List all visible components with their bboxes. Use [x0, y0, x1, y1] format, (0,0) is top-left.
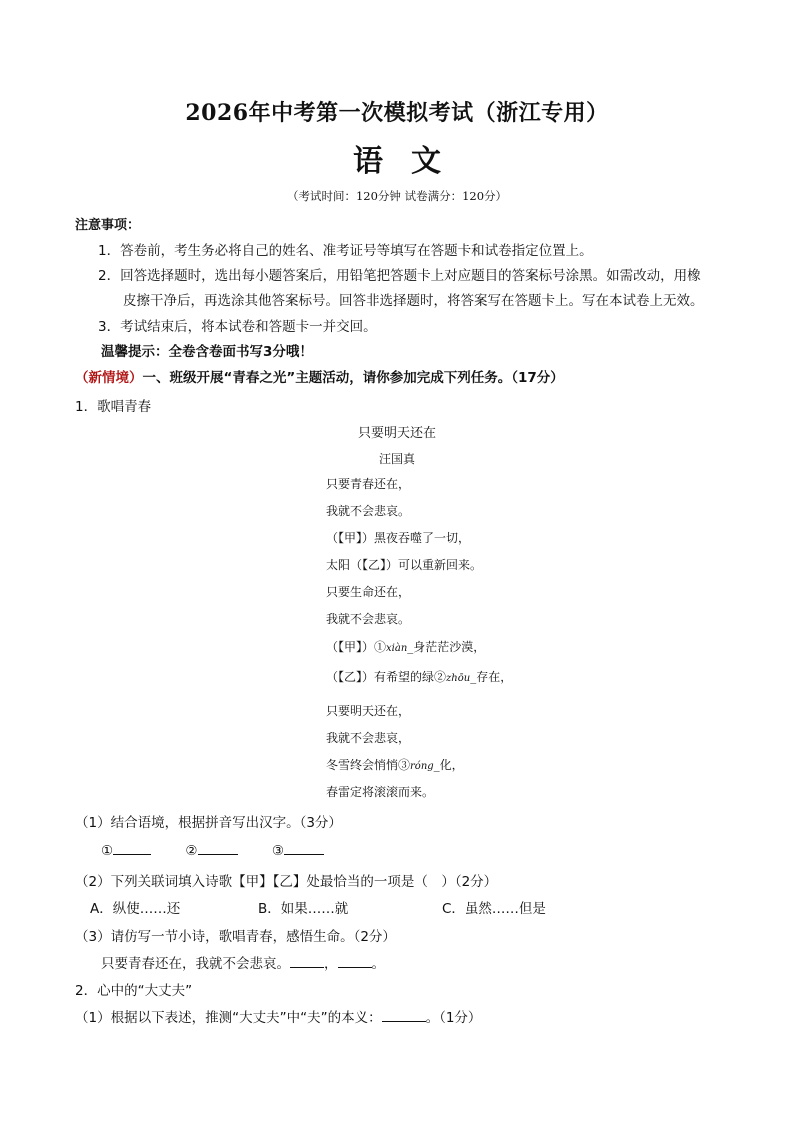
notice-item-3: 3．考试结束后，将本试卷和答题卡一并交回。	[98, 319, 377, 335]
imitation-blank-2[interactable]	[338, 953, 372, 968]
q1-sub3: （3）请仿写一节小诗，歌唱青春，感悟生命。（2分）	[75, 929, 396, 945]
question-1-heading: 1．歌唱青春	[75, 399, 152, 415]
new-context-tag: （新情境）	[75, 370, 143, 386]
q1-sub2: （2）下列关联词填入诗歌【甲】【乙】处最恰当的一项是（ ）（2分）	[75, 874, 498, 890]
poem-line: 只要生命还在，	[326, 585, 411, 599]
pinyin-zhou: zhōu	[446, 673, 471, 684]
exam-title: 2026年中考第一次模拟考试（浙江专用）	[185, 100, 609, 126]
poem-line: 太阳（【乙】）可以重新回来。	[326, 558, 483, 572]
q1-sub3-prompt-line: 只要青春还在，我就不会悲哀。 ， 。	[101, 952, 385, 972]
poem-line: 只要青春还在，	[326, 477, 411, 491]
poem-line: 只要明天还在，	[326, 704, 411, 718]
exam-info: （考试时间：120分钟 试卷满分：120分）	[286, 189, 508, 203]
imitation-blank-1[interactable]	[290, 953, 324, 968]
poem-author: 汪国真	[378, 452, 415, 466]
poem-line-blank-1: （【甲】）①xiàn_身茫茫沙漠，	[326, 640, 486, 654]
answer-blank-1[interactable]: ①	[101, 843, 151, 859]
notice-item-2-continued: 皮擦干净后，再选涂其他答案标号。回答非选择题时，将答案写在答题卡上。写在本试卷上无效。	[123, 293, 704, 309]
option-a[interactable]: A．纵使……还	[90, 901, 181, 917]
answer-blanks-row	[101, 840, 354, 859]
pinyin-rong: róng	[410, 761, 434, 772]
notice-item-1: 1．答卷前，考生务必将自己的姓名、准考证号等填写在答题卡和试卷指定位置上。	[98, 243, 593, 259]
poem-title: 只要明天还在	[357, 426, 436, 441]
warm-tip: 温馨提示：全卷含卷面书写3分哦！	[101, 344, 313, 360]
poem-line-blank-3: 冬雪终会悄悄③róng_化，	[326, 758, 464, 772]
question-2-heading: 2．心中的“大丈夫”	[75, 983, 193, 999]
q1-sub1: （1）结合语境，根据拼音写出汉字。（3分）	[75, 815, 342, 831]
option-b[interactable]: B．如果……就	[258, 901, 349, 917]
notice-heading: 注意事项：	[75, 218, 141, 233]
poem-line: （【甲】）黑夜吞噬了一切，	[326, 531, 471, 545]
poem-line: 春雷定将滚滚而来。	[326, 785, 435, 799]
option-c[interactable]: C．虽然……但是	[442, 901, 546, 917]
poem-line: 我就不会悲哀，	[326, 731, 411, 745]
fu-meaning-blank[interactable]	[382, 1007, 426, 1022]
q2-sub1: （1）根据以下表述，推测“大丈夫”中“夫”的本义： 。（1分）	[75, 1006, 481, 1026]
subject-title: 语文	[353, 144, 469, 179]
section-1-text: 一、班级开展“青春之光”主题活动，请你参加完成下列任务。（17分）	[142, 370, 564, 386]
section-1-heading	[75, 366, 564, 386]
notice-item-2: 2．回答选择题时，选出每小题答案后，用铅笔把答题卡上对应题目的答案标号涂黑。如需改动，用橡	[98, 268, 701, 284]
poem-line: 我就不会悲哀。	[326, 504, 411, 518]
answer-blank-2[interactable]: ②	[185, 843, 237, 859]
poem-line: 我就不会悲哀。	[326, 612, 411, 626]
pinyin-xian: xiàn	[386, 643, 408, 654]
poem-line-blank-2: （【乙】）有希望的绿②zhōu_存在，	[326, 670, 513, 684]
answer-blank-3[interactable]: ③	[272, 843, 324, 859]
